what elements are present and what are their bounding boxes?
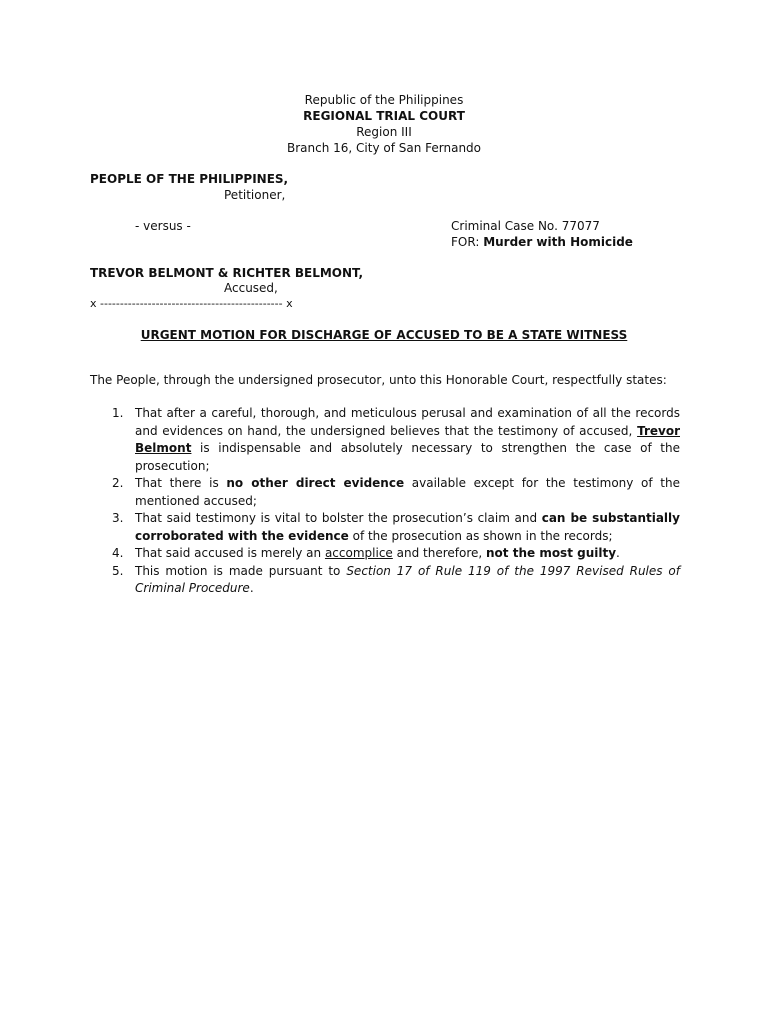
case-number: Criminal Case No. 77077	[451, 219, 600, 233]
petitioner-role: Petitioner,	[224, 188, 286, 202]
motion-title: URGENT MOTION FOR DISCHARGE OF ACCUSED TO BE A STATE WITNESS	[140, 328, 628, 342]
list-item: 3. That said testimony is vital to bolster the prosecution’s claim and can be substantially corroborated with the evidence of the prosecution as shown in the records;	[112, 511, 680, 543]
case-for-label: FOR:	[451, 235, 480, 249]
caption-separator: x ---------------------------------------------- x	[90, 297, 293, 310]
header-republic: Republic of the Philippines	[304, 93, 464, 107]
case-for	[451, 235, 633, 249]
legal-citation: Section 17 of Rule 119 of the 1997 Revised Rules of Criminal Procedure	[135, 563, 680, 595]
case-for-value: Murder with Homicide	[483, 235, 633, 249]
accused-emphasis: Trevor Belmont	[135, 423, 680, 455]
list-item: 1. That after a careful, thorough, and meticulous perusal and examination of all the records and evidences on hand, the undersigned believes that the testimony of accused, Trevor Belmont is indispensable and absolutely necessary to strengthen the case of the prosecution;	[112, 406, 680, 473]
accomplice-underlined: accomplice	[324, 546, 393, 560]
list-item: 4. That said accused is merely an accomplice and therefore, not the most guilty.	[112, 546, 620, 560]
motion-items	[108, 405, 680, 598]
list-item: 5. This motion is made pursuant to Section 17 of Rule 119 of the 1997 Revised Rules of Criminal Procedure.	[112, 563, 680, 595]
intro-paragraph: The People, through the undersigned prosecutor, unto this Honorable Court, respectfully states:	[90, 373, 667, 387]
header-region: Region III	[356, 125, 412, 139]
header-branch: Branch 16, City of San Fernando	[286, 141, 482, 155]
accused-names: TREVOR BELMONT & RICHTER BELMONT,	[90, 266, 364, 280]
versus-text: - versus -	[135, 219, 191, 233]
accused-role: Accused,	[224, 281, 278, 295]
header-court: REGIONAL TRIAL COURT	[303, 109, 465, 123]
petitioner-name: PEOPLE OF THE PHILIPPINES,	[90, 172, 289, 186]
list-item: 2. That there is no other direct evidence available except for the testimony of the mentioned accused;	[112, 476, 680, 508]
